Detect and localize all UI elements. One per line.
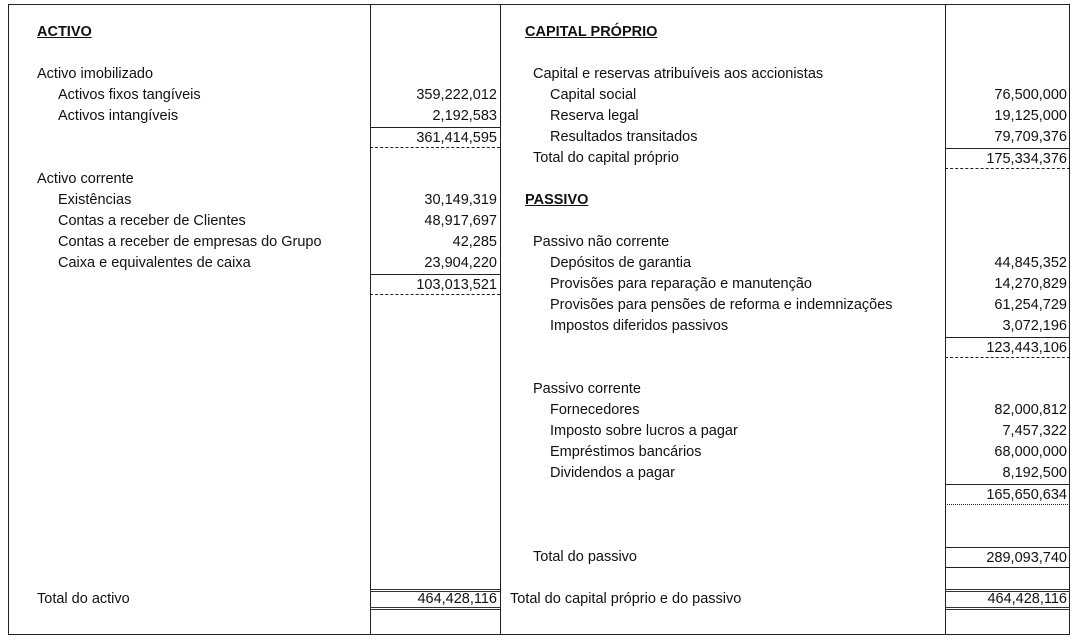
subtotal-value: 123,443,106 [945,337,1070,358]
subtotal-value: 361,414,595 [370,127,500,148]
table-row [8,64,1070,85]
item-value: 48,917,697 [424,213,497,229]
item-value: 19,125,000 [994,108,1067,124]
subtotal-value: 165,650,634 [945,484,1070,505]
section-label: Passivo corrente [533,381,641,397]
item-label: Dividendos a pagar [550,465,675,481]
section-label: Passivo não corrente [533,234,670,250]
table-row [8,316,1070,337]
table-row [8,148,1070,169]
item-value: 44,845,352 [994,255,1067,271]
item-value: 76,500,000 [994,87,1067,103]
table-row [8,589,1070,610]
item-value: 61,254,729 [994,297,1067,313]
item-label: Provisões para pensões de reforma e indemnizações [550,297,893,313]
table-row [8,442,1070,463]
item-value: 30,149,319 [424,192,497,208]
item-value: 3,072,196 [1002,318,1067,334]
table-row [8,337,1070,358]
table-row [8,106,1070,127]
table-row [8,463,1070,484]
total-label: Total do capital próprio [533,150,679,166]
item-label: Existências [58,192,132,208]
total-value: 175,334,376 [945,148,1070,169]
item-value: 7,457,322 [1002,423,1067,439]
table-row [8,379,1070,400]
item-label: Reserva legal [550,108,639,124]
item-value: 23,904,220 [424,255,497,271]
item-value: 79,709,376 [994,129,1067,145]
table-row [8,421,1070,442]
item-label: Provisões para reparação e manutenção [550,276,812,292]
item-label: Activos fixos tangíveis [58,87,201,103]
capital-heading: CAPITAL PRÓPRIO [525,24,658,40]
item-value: 42,285 [452,234,497,250]
table-row [8,169,1070,190]
table-row [8,85,1070,106]
item-label: Depósitos de garantia [550,255,692,271]
item-value: 8,192,500 [1002,465,1067,481]
table-row [8,211,1070,232]
item-value: 359,222,012 [416,87,497,103]
total-value: 464,428,116 [370,589,500,610]
total-value: 289,093,740 [945,547,1070,568]
table-row [8,127,1070,148]
table-row [8,295,1070,316]
item-label: Contas a receber de Clientes [58,213,246,229]
item-value: 68,000,000 [994,444,1067,460]
balance-sheet-table [8,22,1070,610]
table-row [8,274,1070,295]
total-label: Total do capital próprio e do passivo [510,591,742,607]
table-row [8,547,1070,568]
table-row [8,400,1070,421]
item-label: Empréstimos bancários [550,444,702,460]
item-label: Caixa e equivalentes de caixa [58,255,251,271]
item-label: Capital social [550,87,637,103]
table-row [8,190,1070,211]
item-value: 2,192,583 [432,108,497,124]
item-label: Imposto sobre lucros a pagar [550,423,738,439]
table-row [8,22,1070,43]
item-label: Activos intangíveis [58,108,179,124]
section-label: Activo imobilizado [37,66,154,82]
subtotal-value: 103,013,521 [370,274,500,295]
section-label: Activo corrente [37,171,134,187]
activo-heading: ACTIVO [37,24,92,40]
item-label: Impostos diferidos passivos [550,318,729,334]
table-row [8,232,1070,253]
item-label: Contas a receber de empresas do Grupo [58,234,322,250]
total-value: 464,428,116 [945,589,1070,610]
item-label: Fornecedores [550,402,640,418]
table-row [8,484,1070,505]
item-label: Resultados transitados [550,129,698,145]
table-row [8,253,1070,274]
item-value: 82,000,812 [994,402,1067,418]
item-value: 14,270,829 [994,276,1067,292]
passivo-heading: PASSIVO [525,192,589,208]
total-label: Total do passivo [533,549,637,565]
section-label: Capital e reservas atribuíveis aos accionistas [533,66,824,82]
total-label: Total do activo [37,591,130,607]
